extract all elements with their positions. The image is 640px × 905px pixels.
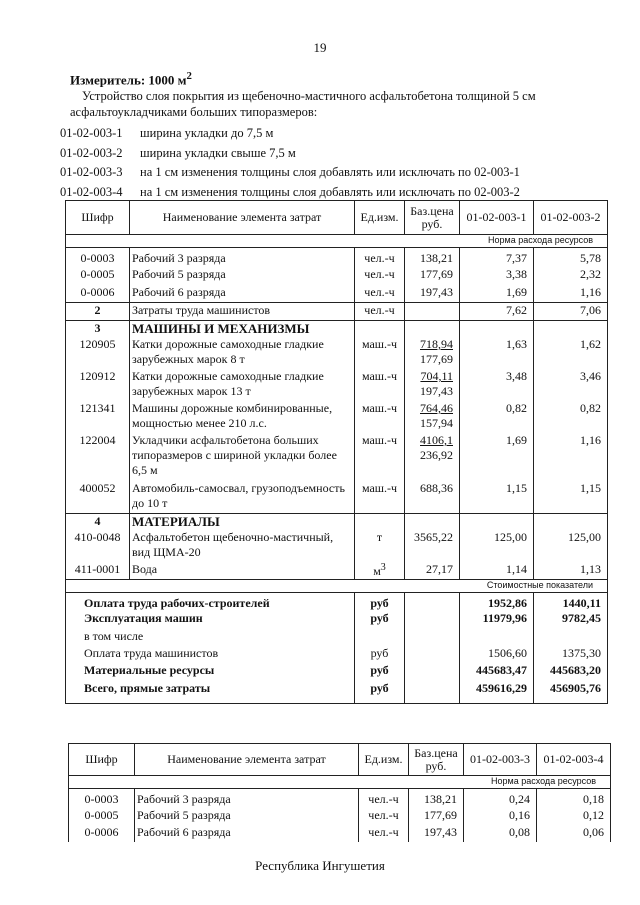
empty-cell xyxy=(405,646,460,663)
cell-v2: 0,12 xyxy=(537,808,611,825)
cell-v2: 2,32 xyxy=(534,267,608,285)
cell-v1: 7,37 xyxy=(460,248,534,267)
code-desc: на 1 см изменения толщины слоя добавлять или исключать по 02-003-1 xyxy=(140,165,520,179)
cell-code: 2 xyxy=(66,303,130,321)
total-unit: руб xyxy=(355,681,405,703)
price-salary: 157,94 xyxy=(420,416,453,430)
code-list-item xyxy=(60,163,520,183)
cell-name: Рабочий 6 разряда xyxy=(130,285,355,303)
header-col2: 01-02-003-2 xyxy=(534,201,608,235)
section-code: 4 xyxy=(66,513,130,530)
empty-cell xyxy=(405,321,460,338)
cell-price: 177,69 xyxy=(405,267,460,285)
meter-heading xyxy=(70,70,192,88)
cell-name: Вода xyxy=(130,562,355,580)
cell-code: 122004 xyxy=(66,433,130,481)
cell-v2: 7,06 xyxy=(534,303,608,321)
cell-name: Катки дорожные самоходные гладкие зарубежных марок 13 т xyxy=(130,369,355,401)
cell-name: Рабочий 6 разряда xyxy=(135,825,359,842)
total-unit: руб xyxy=(355,663,405,681)
cell-v1: 1,69 xyxy=(460,285,534,303)
table-row xyxy=(66,369,608,401)
code-desc: ширина укладки до 7,5 м xyxy=(140,126,274,140)
code-desc: ширина укладки свыше 7,5 м xyxy=(140,145,296,160)
cell-price xyxy=(405,401,460,433)
table-row xyxy=(66,481,608,513)
code-id: 01-02-003-1 xyxy=(60,126,123,140)
cell-v2: 0,06 xyxy=(537,825,611,842)
total-v2: 456905,76 xyxy=(534,681,608,703)
cell-v2: 1,16 xyxy=(534,433,608,481)
cell-name: Асфальтобетон щебеночно-мастичный, вид ЩМА-20 xyxy=(130,530,355,562)
total-v1: 1952,86 xyxy=(460,593,534,612)
total-name: Материальные ресурсы xyxy=(66,663,355,681)
cell-price: 138,21 xyxy=(405,248,460,267)
cell-v2: 0,18 xyxy=(537,789,611,808)
cell-unit: чел.-ч xyxy=(355,267,405,285)
empty-cell xyxy=(355,513,405,530)
header-code: Шифр xyxy=(69,744,135,776)
price-main: 764,46 xyxy=(420,401,453,415)
cell-price xyxy=(405,337,460,369)
cell-code: 0-0006 xyxy=(69,825,135,842)
cell-name: Машины дорожные комбинированные, мощностью менее 210 л.с. xyxy=(130,401,355,433)
empty-cell xyxy=(460,513,534,530)
cell-code: 0-0003 xyxy=(69,789,135,808)
total-v2: 1375,30 xyxy=(534,646,608,663)
norm-label-row xyxy=(69,776,611,789)
cell-v2: 1,62 xyxy=(534,337,608,369)
section-row xyxy=(66,513,608,530)
cell-name: Рабочий 5 разряда xyxy=(135,808,359,825)
empty-cell xyxy=(405,629,460,646)
table-header-row xyxy=(69,744,611,776)
cell-name: Рабочий 5 разряда xyxy=(130,267,355,285)
cell-code: 120912 xyxy=(66,369,130,401)
table-row xyxy=(66,562,608,580)
code-id: 01-02-003-2 xyxy=(60,145,123,160)
header-name: Наименование элемента затрат xyxy=(130,201,355,235)
table-row xyxy=(66,337,608,369)
table-row xyxy=(66,248,608,267)
empty-cell xyxy=(405,611,460,629)
cell-v1: 0,08 xyxy=(464,825,537,842)
unit-sup: 3 xyxy=(380,561,386,573)
code-id: 01-02-003-4 xyxy=(60,184,123,199)
intro-text: Устройство слоя покрытия из щебеночно-мастичного асфальтобетона толщиной 5 см асфальтоукладчиками больших типоразмеров: xyxy=(70,89,536,119)
cell-price: 27,17 xyxy=(405,562,460,580)
total-row xyxy=(66,629,608,646)
cell-v1: 1,14 xyxy=(460,562,534,580)
total-name: Эксплуатация машин xyxy=(66,611,355,629)
cell-price: 177,69 xyxy=(409,808,464,825)
cell-name: Затраты труда машинистов xyxy=(130,303,355,321)
cell-v2: 3,46 xyxy=(534,369,608,401)
cell-unit xyxy=(355,562,405,580)
unit-text: м xyxy=(373,563,381,578)
cell-unit: чел.-ч xyxy=(355,248,405,267)
page-footer: Республика Ингушетия xyxy=(255,858,385,873)
total-v2: 9782,45 xyxy=(534,611,608,629)
price-main: 718,94 xyxy=(420,337,453,351)
cell-price: 688,36 xyxy=(405,481,460,513)
cell-v1: 3,38 xyxy=(460,267,534,285)
cell-unit: маш.-ч xyxy=(355,369,405,401)
cell-code: 121341 xyxy=(66,401,130,433)
cost-label-row xyxy=(66,580,608,593)
total-name: Всего, прямые затраты xyxy=(66,681,355,703)
total-v2 xyxy=(534,629,608,646)
total-row xyxy=(66,681,608,703)
cell-unit: маш.-ч xyxy=(355,401,405,433)
norm-label: Норма расхода ресурсов xyxy=(69,776,611,789)
cell-name: Укладчики асфальтобетона больших типоразмеров с шириной укладки более 6,5 м xyxy=(130,433,355,481)
total-unit: руб xyxy=(355,611,405,629)
table-row xyxy=(66,530,608,562)
cell-v1: 1,63 xyxy=(460,337,534,369)
total-unit xyxy=(355,629,405,646)
total-v2: 445683,20 xyxy=(534,663,608,681)
cell-code: 0-0003 xyxy=(66,248,130,267)
header-price: Баз.цена руб. xyxy=(405,201,460,235)
code-list xyxy=(60,124,520,202)
cell-v2: 1,15 xyxy=(534,481,608,513)
cell-unit: чел.-ч xyxy=(355,285,405,303)
table-row xyxy=(69,808,611,825)
cell-v1: 1,15 xyxy=(460,481,534,513)
cell-name: Рабочий 3 разряда xyxy=(130,248,355,267)
code-id: 01-02-003-3 xyxy=(60,165,123,179)
cell-code: 0-0005 xyxy=(69,808,135,825)
header-col1: 01-02-003-1 xyxy=(460,201,534,235)
cell-v2: 0,82 xyxy=(534,401,608,433)
cell-unit: чел.-ч xyxy=(359,789,409,808)
cell-unit: чел.-ч xyxy=(355,303,405,321)
header-col1: 01-02-003-3 xyxy=(464,744,537,776)
cell-v2: 125,00 xyxy=(534,530,608,562)
total-row xyxy=(66,593,608,612)
section-title: МАШИНЫ И МЕХАНИЗМЫ xyxy=(130,321,355,338)
cell-price: 138,21 xyxy=(409,789,464,808)
total-v1 xyxy=(460,629,534,646)
cell-v1: 3,48 xyxy=(460,369,534,401)
price-main: 704,11 xyxy=(420,369,453,383)
cost-label: Стоимостные показатели xyxy=(66,580,608,593)
price-main: 4106,1 xyxy=(420,433,453,447)
total-name: в том числе xyxy=(66,629,355,646)
total-name: Оплата труда машинистов xyxy=(66,646,355,663)
header-price: Баз.цена руб. xyxy=(409,744,464,776)
cell-price xyxy=(405,433,460,481)
empty-cell xyxy=(405,593,460,612)
table-row xyxy=(69,825,611,842)
cell-code: 0-0005 xyxy=(66,267,130,285)
header-code: Шифр xyxy=(66,201,130,235)
cell-name: Автомобиль-самосвал, грузоподъемность до 10 т xyxy=(130,481,355,513)
table-row xyxy=(69,789,611,808)
cell-code: 0-0006 xyxy=(66,285,130,303)
cell-unit: маш.-ч xyxy=(355,337,405,369)
section-title: МАТЕРИАЛЫ xyxy=(130,513,355,530)
cell-v1: 1,69 xyxy=(460,433,534,481)
cell-v1: 0,24 xyxy=(464,789,537,808)
total-v1: 1506,60 xyxy=(460,646,534,663)
table-header-row xyxy=(66,201,608,235)
cell-name: Рабочий 3 разряда xyxy=(135,789,359,808)
norm-label-row xyxy=(66,235,608,248)
total-v2: 1440,11 xyxy=(534,593,608,612)
total-row xyxy=(66,646,608,663)
total-unit: руб xyxy=(355,646,405,663)
resource-table-1 xyxy=(65,200,608,704)
code-list-item xyxy=(60,124,520,144)
price-salary: 177,69 xyxy=(420,352,453,366)
cell-price: 197,43 xyxy=(409,825,464,842)
cell-v1: 7,62 xyxy=(460,303,534,321)
section-row xyxy=(66,321,608,338)
meter-label: Измеритель: 1000 м xyxy=(70,72,187,88)
cell-code: 410-0048 xyxy=(66,530,130,562)
cell-price xyxy=(405,303,460,321)
table-row xyxy=(66,401,608,433)
empty-cell xyxy=(534,513,608,530)
cell-v1: 125,00 xyxy=(460,530,534,562)
total-v1: 11979,96 xyxy=(460,611,534,629)
cell-code: 120905 xyxy=(66,337,130,369)
cell-unit: чел.-ч xyxy=(359,825,409,842)
cell-v2: 1,16 xyxy=(534,285,608,303)
code-desc: на 1 см изменения толщины слоя добавлять или исключать по 02-003-2 xyxy=(140,184,520,199)
header-unit: Ед.изм. xyxy=(355,201,405,235)
cell-price: 3565,22 xyxy=(405,530,460,562)
table-row xyxy=(66,303,608,321)
table-row xyxy=(66,433,608,481)
total-row xyxy=(66,611,608,629)
cell-unit: чел.-ч xyxy=(359,808,409,825)
section-code: 3 xyxy=(66,321,130,338)
cell-code: 411-0001 xyxy=(66,562,130,580)
empty-cell xyxy=(405,513,460,530)
empty-cell xyxy=(460,321,534,338)
price-salary: 197,43 xyxy=(420,384,453,398)
total-row xyxy=(66,663,608,681)
table-row xyxy=(66,267,608,285)
empty-cell xyxy=(405,663,460,681)
norm-label: Норма расхода ресурсов xyxy=(66,235,608,248)
code-list-item xyxy=(60,144,520,164)
cell-code: 400052 xyxy=(66,481,130,513)
price-salary: 236,92 xyxy=(420,448,453,462)
meter-sup: 2 xyxy=(186,70,192,82)
empty-cell xyxy=(534,321,608,338)
cell-unit: маш.-ч xyxy=(355,433,405,481)
header-col2: 01-02-003-4 xyxy=(537,744,611,776)
empty-cell xyxy=(405,681,460,703)
cell-v1: 0,16 xyxy=(464,808,537,825)
header-unit: Ед.изм. xyxy=(359,744,409,776)
cell-v2: 1,13 xyxy=(534,562,608,580)
cell-unit: т xyxy=(355,530,405,562)
cell-name: Катки дорожные самоходные гладкие зарубежных марок 8 т xyxy=(130,337,355,369)
cell-unit: маш.-ч xyxy=(355,481,405,513)
cell-v2: 5,78 xyxy=(534,248,608,267)
total-unit: руб xyxy=(355,593,405,612)
empty-cell xyxy=(355,321,405,338)
total-v1: 445683,47 xyxy=(460,663,534,681)
page-number: 19 xyxy=(313,40,327,55)
total-name: Оплата труда рабочих-строителей xyxy=(66,593,355,612)
resource-table-2 xyxy=(68,743,611,842)
header-name: Наименование элемента затрат xyxy=(135,744,359,776)
cell-v1: 0,82 xyxy=(460,401,534,433)
cell-price: 197,43 xyxy=(405,285,460,303)
total-v1: 459616,29 xyxy=(460,681,534,703)
table-row xyxy=(66,285,608,303)
cell-price xyxy=(405,369,460,401)
